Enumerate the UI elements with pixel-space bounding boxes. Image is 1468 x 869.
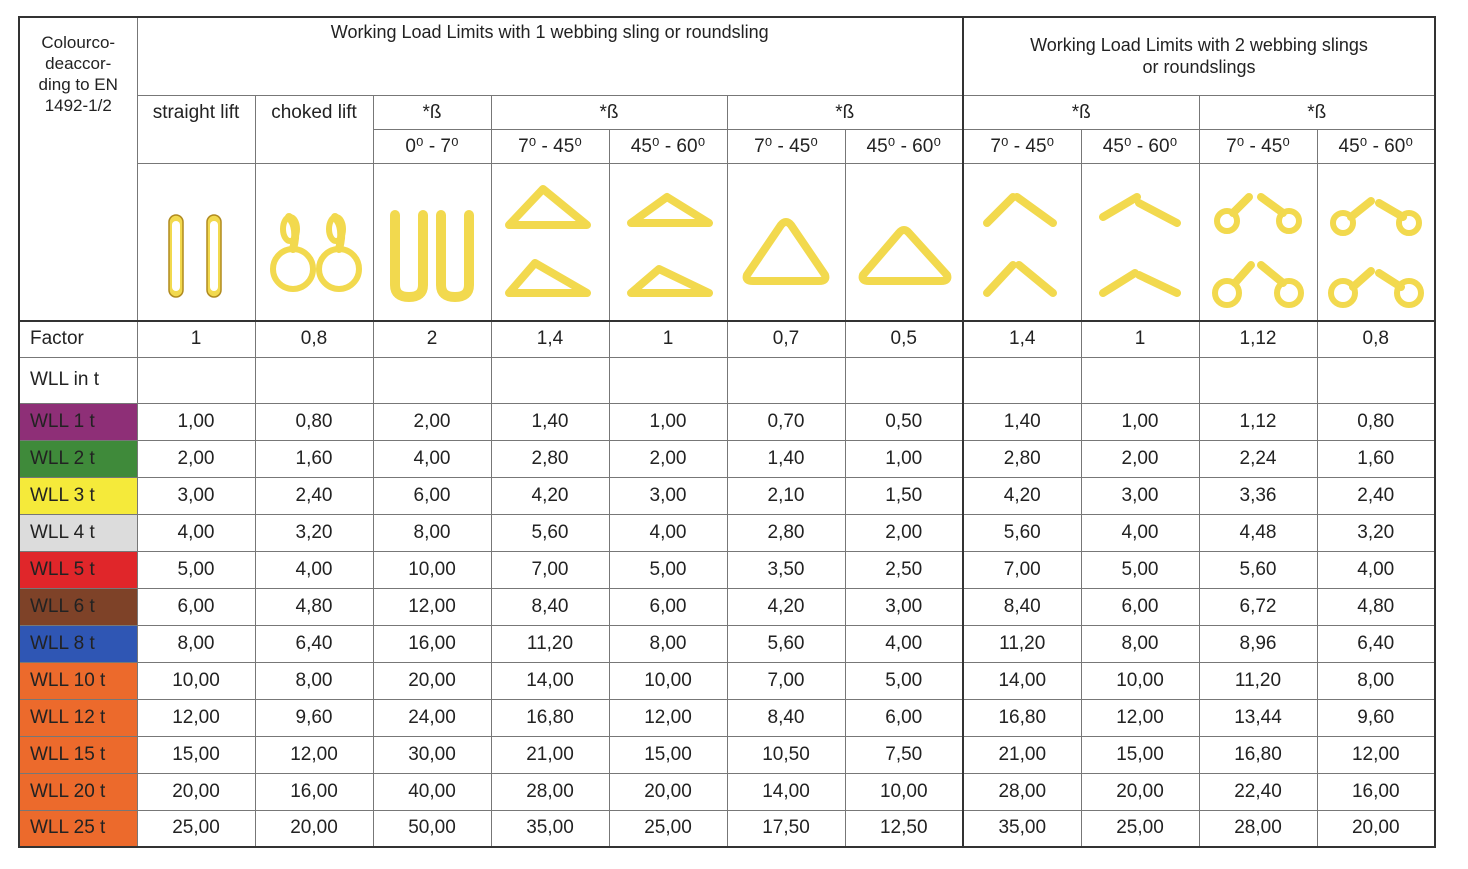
wll-value-cell: 11,20 xyxy=(1199,662,1317,699)
wll-value-cell: 8,00 xyxy=(1081,625,1199,662)
straight-lift-header: straight lift xyxy=(137,95,255,163)
straight-lift-illustration xyxy=(137,163,255,321)
angle-header: 7⁰ - 45⁰ xyxy=(491,129,609,163)
table-row xyxy=(19,662,1435,699)
wll-value-cell: 16,00 xyxy=(1317,773,1435,810)
wll-value-cell: 6,00 xyxy=(1081,588,1199,625)
table-row xyxy=(19,477,1435,514)
endless-angle-illustration xyxy=(727,163,845,321)
wll-value-cell: 15,00 xyxy=(137,736,255,773)
wll-value-cell: 14,00 xyxy=(491,662,609,699)
wll-value-cell: 2,24 xyxy=(1199,440,1317,477)
wll-value-cell: 8,00 xyxy=(255,662,373,699)
wll-value-cell: 1,00 xyxy=(137,403,255,440)
wll-colour-label: WLL 4 t xyxy=(19,514,137,551)
wll-value-cell: 6,40 xyxy=(255,625,373,662)
wll-value-cell: 6,00 xyxy=(373,477,491,514)
wll-unit-row xyxy=(19,357,1435,403)
factor-cell: 0,8 xyxy=(1317,321,1435,357)
wll-value-cell: 10,00 xyxy=(609,662,727,699)
wll-value-cell: 2,40 xyxy=(255,477,373,514)
table-row xyxy=(19,736,1435,773)
wll-table xyxy=(18,16,1436,848)
wll-colour-label: WLL 2 t xyxy=(19,440,137,477)
beta-header: *ß xyxy=(1199,95,1435,129)
empty-cell xyxy=(373,357,491,403)
factor-cell: 2 xyxy=(373,321,491,357)
table-row xyxy=(19,403,1435,440)
wll-value-cell: 12,00 xyxy=(1317,736,1435,773)
wll-value-cell: 0,70 xyxy=(727,403,845,440)
basket-vertical-illustration xyxy=(373,163,491,321)
wll-value-cell: 6,00 xyxy=(609,588,727,625)
wll-value-cell: 4,48 xyxy=(1199,514,1317,551)
wll-colour-label: WLL 25 t xyxy=(19,810,137,847)
wll-value-cell: 14,00 xyxy=(963,662,1081,699)
two-sling-angle-illustration xyxy=(1081,163,1199,321)
empty-cell xyxy=(1317,357,1435,403)
two-roundsling-angle-illustration xyxy=(1199,163,1317,321)
colour-coding-line: deaccor- xyxy=(45,54,112,73)
wll-value-cell: 3,36 xyxy=(1199,477,1317,514)
wll-value-cell: 7,00 xyxy=(963,551,1081,588)
wll-value-cell: 0,80 xyxy=(255,403,373,440)
wll-value-cell: 7,00 xyxy=(491,551,609,588)
wll-value-cell: 3,00 xyxy=(1081,477,1199,514)
basket-angle-illustration xyxy=(491,163,609,321)
table-row xyxy=(19,773,1435,810)
wll-value-cell: 3,00 xyxy=(137,477,255,514)
wll-value-cell: 6,40 xyxy=(1317,625,1435,662)
wll-value-cell: 1,00 xyxy=(1081,403,1199,440)
table-row xyxy=(19,514,1435,551)
choked-lift-header: choked lift xyxy=(255,95,373,163)
wll-value-cell: 2,00 xyxy=(845,514,963,551)
wll-value-cell: 5,60 xyxy=(1199,551,1317,588)
angle-header: 45⁰ - 60⁰ xyxy=(609,129,727,163)
wll-value-cell: 4,00 xyxy=(373,440,491,477)
wll-value-cell: 0,50 xyxy=(845,403,963,440)
wll-value-cell: 16,80 xyxy=(491,699,609,736)
wll-value-cell: 3,20 xyxy=(255,514,373,551)
empty-cell xyxy=(137,357,255,403)
wll-value-cell: 2,50 xyxy=(845,551,963,588)
wll-value-cell: 15,00 xyxy=(609,736,727,773)
empty-cell xyxy=(491,357,609,403)
wll-rows xyxy=(19,403,1435,847)
wll-value-cell: 3,20 xyxy=(1317,514,1435,551)
wll-value-cell: 5,00 xyxy=(845,662,963,699)
wll-value-cell: 8,00 xyxy=(1317,662,1435,699)
wll-value-cell: 5,60 xyxy=(491,514,609,551)
wll-value-cell: 8,96 xyxy=(1199,625,1317,662)
wll-value-cell: 9,60 xyxy=(255,699,373,736)
wll-value-cell: 8,40 xyxy=(491,588,609,625)
wll-value-cell: 1,40 xyxy=(963,403,1081,440)
wll-value-cell: 20,00 xyxy=(137,773,255,810)
wll-value-cell: 10,00 xyxy=(1081,662,1199,699)
wll-value-cell: 8,40 xyxy=(727,699,845,736)
wll-value-cell: 2,80 xyxy=(727,514,845,551)
beta-header: *ß xyxy=(491,95,727,129)
wll-value-cell: 2,80 xyxy=(963,440,1081,477)
wll-value-cell: 2,10 xyxy=(727,477,845,514)
group1-title: Working Load Limits with 1 webbing sling or roundsling xyxy=(137,17,963,95)
wll-value-cell: 10,50 xyxy=(727,736,845,773)
wll-colour-label: WLL 10 t xyxy=(19,662,137,699)
wll-value-cell: 10,00 xyxy=(373,551,491,588)
beta-header: *ß xyxy=(963,95,1199,129)
wll-value-cell: 3,00 xyxy=(845,588,963,625)
wll-value-cell: 2,00 xyxy=(609,440,727,477)
wll-value-cell: 9,60 xyxy=(1317,699,1435,736)
wll-value-cell: 0,80 xyxy=(1317,403,1435,440)
wll-value-cell: 1,50 xyxy=(845,477,963,514)
wll-value-cell: 50,00 xyxy=(373,810,491,847)
angle-header: 0⁰ - 7⁰ xyxy=(373,129,491,163)
wll-value-cell: 4,80 xyxy=(255,588,373,625)
colour-coding-line: Colourco- xyxy=(41,33,116,52)
wll-value-cell: 8,00 xyxy=(373,514,491,551)
wll-value-cell: 4,20 xyxy=(727,588,845,625)
wll-value-cell: 11,20 xyxy=(963,625,1081,662)
table-row xyxy=(19,440,1435,477)
wll-value-cell: 5,00 xyxy=(1081,551,1199,588)
wll-value-cell: 16,80 xyxy=(1199,736,1317,773)
wll-value-cell: 21,00 xyxy=(491,736,609,773)
wll-value-cell: 15,00 xyxy=(1081,736,1199,773)
factor-cell: 1 xyxy=(137,321,255,357)
factor-cell: 1,4 xyxy=(963,321,1081,357)
wll-value-cell: 35,00 xyxy=(963,810,1081,847)
wll-value-cell: 12,00 xyxy=(137,699,255,736)
wll-value-cell: 1,40 xyxy=(491,403,609,440)
basket-angle-illustration xyxy=(609,163,727,321)
wll-value-cell: 8,00 xyxy=(137,625,255,662)
wll-value-cell: 2,00 xyxy=(137,440,255,477)
empty-cell xyxy=(727,357,845,403)
wll-value-cell: 20,00 xyxy=(373,662,491,699)
wll-value-cell: 4,00 xyxy=(1317,551,1435,588)
wll-value-cell: 5,60 xyxy=(963,514,1081,551)
angle-header: 7⁰ - 45⁰ xyxy=(727,129,845,163)
wll-value-cell: 22,40 xyxy=(1199,773,1317,810)
colour-coding-line: 1492-1/2 xyxy=(44,96,112,115)
wll-value-cell: 5,00 xyxy=(137,551,255,588)
endless-angle-illustration xyxy=(845,163,963,321)
factor-label: Factor xyxy=(19,321,137,357)
empty-cell xyxy=(1081,357,1199,403)
factor-cell: 0,5 xyxy=(845,321,963,357)
wll-value-cell: 2,40 xyxy=(1317,477,1435,514)
colour-coding-header xyxy=(19,17,137,321)
wll-value-cell: 13,44 xyxy=(1199,699,1317,736)
wll-value-cell: 20,00 xyxy=(609,773,727,810)
wll-value-cell: 7,00 xyxy=(727,662,845,699)
wll-value-cell: 24,00 xyxy=(373,699,491,736)
wll-colour-label: WLL 20 t xyxy=(19,773,137,810)
wll-colour-label: WLL 8 t xyxy=(19,625,137,662)
wll-value-cell: 2,00 xyxy=(373,403,491,440)
wll-value-cell: 20,00 xyxy=(1081,773,1199,810)
wll-value-cell: 16,00 xyxy=(255,773,373,810)
wll-value-cell: 1,00 xyxy=(609,403,727,440)
table-row xyxy=(19,551,1435,588)
wll-value-cell: 40,00 xyxy=(373,773,491,810)
wll-value-cell: 10,00 xyxy=(137,662,255,699)
wll-value-cell: 7,50 xyxy=(845,736,963,773)
empty-cell xyxy=(1199,357,1317,403)
group2-title xyxy=(963,17,1435,95)
wll-value-cell: 1,12 xyxy=(1199,403,1317,440)
factor-row xyxy=(19,321,1435,357)
empty-cell xyxy=(845,357,963,403)
factor-cell: 1 xyxy=(609,321,727,357)
wll-colour-label: WLL 15 t xyxy=(19,736,137,773)
wll-value-cell: 28,00 xyxy=(491,773,609,810)
wll-value-cell: 11,20 xyxy=(491,625,609,662)
wll-value-cell: 12,00 xyxy=(609,699,727,736)
empty-cell xyxy=(963,357,1081,403)
factor-cell: 1,4 xyxy=(491,321,609,357)
wll-value-cell: 21,00 xyxy=(963,736,1081,773)
wll-colour-label: WLL 12 t xyxy=(19,699,137,736)
wll-value-cell: 1,00 xyxy=(845,440,963,477)
angle-header: 45⁰ - 60⁰ xyxy=(1317,129,1435,163)
table-row xyxy=(19,625,1435,662)
wll-value-cell: 5,00 xyxy=(609,551,727,588)
wll-value-cell: 6,00 xyxy=(137,588,255,625)
table-row xyxy=(19,588,1435,625)
wll-value-cell: 2,80 xyxy=(491,440,609,477)
wll-value-cell: 25,00 xyxy=(1081,810,1199,847)
wll-value-cell: 20,00 xyxy=(1317,810,1435,847)
two-roundsling-angle-illustration xyxy=(1317,163,1435,321)
group2-title-line2: or roundslings xyxy=(1142,57,1256,78)
wll-value-cell: 4,20 xyxy=(491,477,609,514)
wll-value-cell: 4,00 xyxy=(845,625,963,662)
wll-value-cell: 10,00 xyxy=(845,773,963,810)
wll-value-cell: 12,50 xyxy=(845,810,963,847)
wll-value-cell: 4,00 xyxy=(255,551,373,588)
wll-value-cell: 1,60 xyxy=(255,440,373,477)
wll-value-cell: 4,00 xyxy=(609,514,727,551)
wll-colour-label: WLL 6 t xyxy=(19,588,137,625)
wll-unit-label: WLL in t xyxy=(19,357,137,403)
wll-value-cell: 8,40 xyxy=(963,588,1081,625)
wll-colour-label: WLL 5 t xyxy=(19,551,137,588)
wll-colour-label: WLL 3 t xyxy=(19,477,137,514)
wll-value-cell: 16,00 xyxy=(373,625,491,662)
wll-value-cell: 4,20 xyxy=(963,477,1081,514)
wll-value-cell: 6,72 xyxy=(1199,588,1317,625)
factor-cell: 1,12 xyxy=(1199,321,1317,357)
wll-value-cell: 35,00 xyxy=(491,810,609,847)
wll-value-cell: 4,00 xyxy=(1081,514,1199,551)
table-row xyxy=(19,699,1435,736)
wll-value-cell: 30,00 xyxy=(373,736,491,773)
wll-value-cell: 8,00 xyxy=(609,625,727,662)
wll-value-cell: 12,00 xyxy=(373,588,491,625)
wll-value-cell: 6,00 xyxy=(845,699,963,736)
beta-header: *ß xyxy=(727,95,963,129)
wll-value-cell: 4,00 xyxy=(137,514,255,551)
wll-value-cell: 12,00 xyxy=(255,736,373,773)
empty-cell xyxy=(609,357,727,403)
wll-value-cell: 3,00 xyxy=(609,477,727,514)
choked-lift-illustration xyxy=(255,163,373,321)
wll-value-cell: 2,00 xyxy=(1081,440,1199,477)
factor-cell: 0,7 xyxy=(727,321,845,357)
angle-header: 7⁰ - 45⁰ xyxy=(963,129,1081,163)
wll-value-cell: 14,00 xyxy=(727,773,845,810)
colour-coding-line: ding to EN xyxy=(38,75,118,94)
table-row xyxy=(19,810,1435,847)
wll-value-cell: 12,00 xyxy=(1081,699,1199,736)
factor-cell: 0,8 xyxy=(255,321,373,357)
wll-value-cell: 3,50 xyxy=(727,551,845,588)
wll-value-cell: 4,80 xyxy=(1317,588,1435,625)
wll-value-cell: 1,60 xyxy=(1317,440,1435,477)
wll-value-cell: 16,80 xyxy=(963,699,1081,736)
factor-cell: 1 xyxy=(1081,321,1199,357)
wll-value-cell: 25,00 xyxy=(609,810,727,847)
empty-cell xyxy=(255,357,373,403)
wll-value-cell: 17,50 xyxy=(727,810,845,847)
wll-value-cell: 28,00 xyxy=(1199,810,1317,847)
angle-header: 45⁰ - 60⁰ xyxy=(845,129,963,163)
two-sling-angle-illustration xyxy=(963,163,1081,321)
beta-header: *ß xyxy=(373,95,491,129)
wll-colour-label: WLL 1 t xyxy=(19,403,137,440)
angle-header: 45⁰ - 60⁰ xyxy=(1081,129,1199,163)
angle-header: 7⁰ - 45⁰ xyxy=(1199,129,1317,163)
wll-value-cell: 5,60 xyxy=(727,625,845,662)
wll-value-cell: 20,00 xyxy=(255,810,373,847)
wll-value-cell: 25,00 xyxy=(137,810,255,847)
wll-value-cell: 1,40 xyxy=(727,440,845,477)
wll-value-cell: 28,00 xyxy=(963,773,1081,810)
group2-title-line1: Working Load Limits with 2 webbing slings xyxy=(1030,35,1368,56)
